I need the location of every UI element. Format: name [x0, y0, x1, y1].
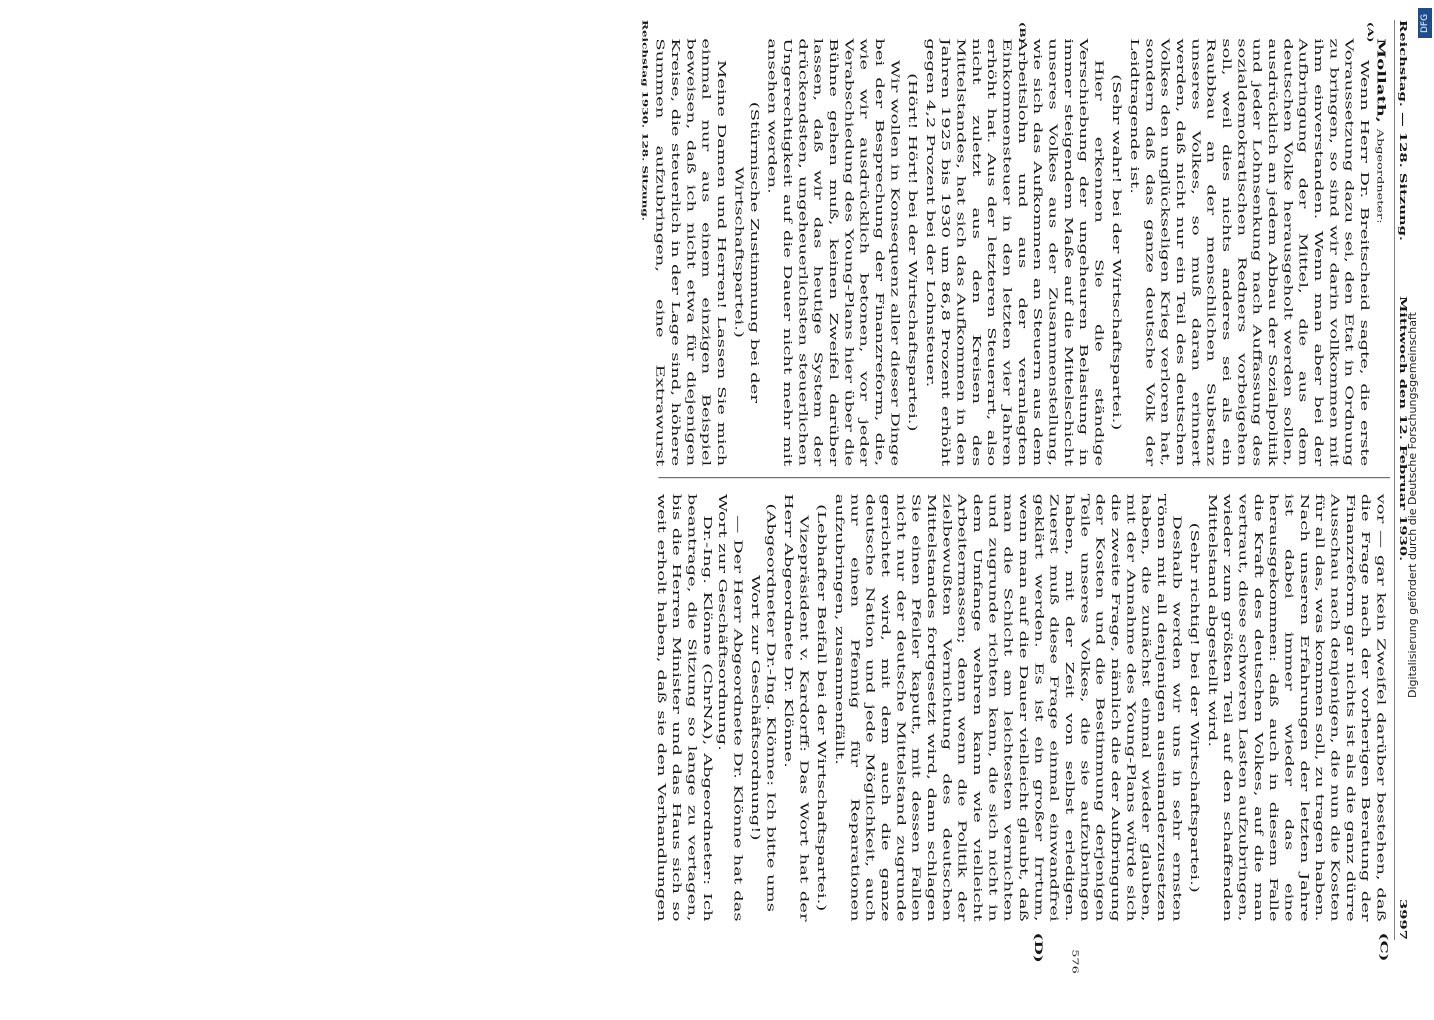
- paragraph: Dr.-Ing. Klönne (ChrNA), Abgeordneter: Ich beantrage, die Sitzung so lange zu vertagen, bis die Herren Minister und das Haus sich so weit erholt haben, daß sie den Verhandlungen: [654, 493, 715, 922]
- paragraph: Wenn Herr Dr. Breitscheid sagte, die erste Voraussetzung dazu sei, den Etat in Ordnung zu bringen, so sind wir darin vollkommen mit ihm einverstanden. Wenn man aber bei der Aufbringung der Mittel, die aus dem deutschen Volke herausgeholt werden sollen, ausdrücklich an jedem Abbau der Sozialpolitik und jeder Lohnsenkung nach Auffassung des sozialdemokratischen Redners vorbeigehen soll, weil dies nichts anderes sei als ein Raubbau an der menschlichen Substanz unseres Volkes, so muß daran erinnert werden, daß nicht nur ein Teil des deutschen Volkes den unglückseligen Krieg verloren hat, sondern daß das ganze deutsche Volk der Leidtragende ist.: [1127, 38, 1372, 467]
- speaker-name: Mollath,: [1374, 38, 1389, 124]
- dfg-logo: DFG: [1418, 8, 1432, 38]
- paragraph: Vizepräsident v. Kardorff: Das Wort hat der Herr Abgeordnete Dr. Klönne.: [782, 493, 812, 922]
- paragraph: Wir wollen in Konsequenz aller dieser Dinge bei der Besprechung der Finanzreform, die, wie wir ausdrücklich betonen, vor jeder Verabschiedung des Young-Plans hier über die Bühne gehen muß, keinen Zweifel darüber lassen, daß wir das heutige System der drückendsten, ungeheuerlichsten steuerlichen Ungerechtigkeit auf die Dauer nicht mehr mit ansehen werden.: [765, 38, 903, 467]
- header-date: Mittwoch den 12. Februar 1930.: [1397, 296, 1409, 562]
- right-column: [651, 494, 1389, 922]
- interjection: (Stürmische Zustimmung bei der Wirtschaftspartei.): [732, 101, 762, 403]
- speaker-role: Abgeordneter:: [1375, 128, 1385, 224]
- page-header: [1394, 20, 1410, 940]
- paragraph: Meine Damen und Herren! Lassen Sie mich einmal nur aus einem einzigen Beispiel beweisen, daß ich nicht etwa für diejenigen Kreise, die steuerlich in der Lage sind, höhere Summen aufzubringen, eine Extrawurst: [653, 38, 729, 467]
- paragraph: — Der Herr Abgeordnete Dr. Klönne hat das Wort zur Geschäftsordnung.: [716, 493, 746, 922]
- rotated-page: [110, 20, 1410, 1020]
- folio-number: 576: [1070, 949, 1080, 974]
- column-divider: [658, 477, 1390, 478]
- margin-mark-a: (A): [1365, 21, 1375, 43]
- interjection: (Sehr wahr! bei der Wirtschaftspartei.): [1110, 74, 1124, 431]
- left-column: [651, 38, 1389, 466]
- paragraph: vor — gar kein Zweifel darüber bestehen, daß die Frage nach der vorherigen Beratung der Finanzreform gar nichts ist als die ganz dürre Ausschau nach denjenigen, die nun die Kosten für all das, was kommen soll, zu tragen haben. Nach unseren Erfahrungen der letzten Jahre ist dabei immer wieder das eine herausgekommen: daß auch in diesem Falle die Kraft des deutschen Volkes, auf die man vertraut, diese schweren Lasten aufzubringen, wieder zum größten Teil auf den schaffenden Mittelstand abgestellt wird.: [1205, 493, 1389, 922]
- page-number: 3997: [1397, 899, 1409, 940]
- speaker-line: [1372, 38, 1389, 466]
- interjection: (Abgeordneter Dr.-Ing. Klönne: Ich bitte ums Wort zur Geschäftsordnung!): [749, 503, 779, 912]
- header-left: Reichstag. — 128. Sitzung.: [1397, 20, 1409, 242]
- digitization-note: Digitalisierung gefördert durch die Deutsche Forschungsgemeinschaft: [1406, 312, 1419, 698]
- margin-mark-d: (D): [1031, 932, 1045, 963]
- footer-left: Reichstag 1930. 128. Sitzung.: [640, 20, 649, 221]
- paragraph: Deshalb werden wir uns in sehr ernsten Tönen mit all denjenigen auseinanderzusetzen haben, die zunächst einmal wieder glauben, mit der Annahme des Young-Plans würde sich die zweite Frage, nämlich die der Aufbringung der Kosten und die Bestimmung derjenigen Teile unseres Volkes, die sie aufzubringen haben, mit der Zeit von selbst erledigen. Zuerst muß diese Frage einmal einwandfrei geklärt werden. Es ist ein großer Irrtum, wenn man auf die Dauer vielleicht glaubt, daß man die Schicht am leichtesten vernichten und zugrunde richten kann, die sich nicht in dem Umfange wehren kann wie vielleicht Arbeitermassen; denn wenn die Politik der zielbewußten Vernichtung des deutschen Mittelstandes fortgesetzt wird, dann schlagen Sie einen Pfeiler kaputt, mit dessen Fallen nicht nur der deutsche Mittelstand zugrunde gerichtet wird, mit dem auch die ganze deutsche Nation und jede Möglichkeit, auch nur einen Pfennig für Reparationen aufzubringen, zusammenfällt.: [832, 493, 1185, 922]
- margin-mark-c: (C): [1377, 932, 1390, 962]
- interjection: (Lebhafter Beifall bei der Wirtschaftspartei.): [815, 504, 829, 912]
- margin-mark-b: (B): [1017, 21, 1027, 44]
- paragraph: Hier erkennen Sie die ständige Verschiebung der ungeheuren Belastung in immer steigendem Maße auf die Mittelschicht unseres Volkes aus der Zusammenstellung, wie sich das Aufkommen an Steuern aus dem Arbeitslohn und aus der veranlagten Einkommensteuer in den letzten vier Jahren erhöht hat. Aus der letzteren Steuerart, also nicht zuletzt aus den Kreisen des Mittelstandes, hat sich das Aufkommen in den Jahren 1925 bis 1930 um 86,8 Prozent erhöht gegen 4,2 Prozent bei der Lohnsteuer.: [923, 38, 1107, 467]
- interjection: (Sehr richtig! bei der Wirtschaftspartei.): [1188, 522, 1202, 893]
- page-content: [640, 20, 1410, 974]
- interjection: (Hört! Hört! bei der Wirtschaftspartei.): [906, 73, 920, 432]
